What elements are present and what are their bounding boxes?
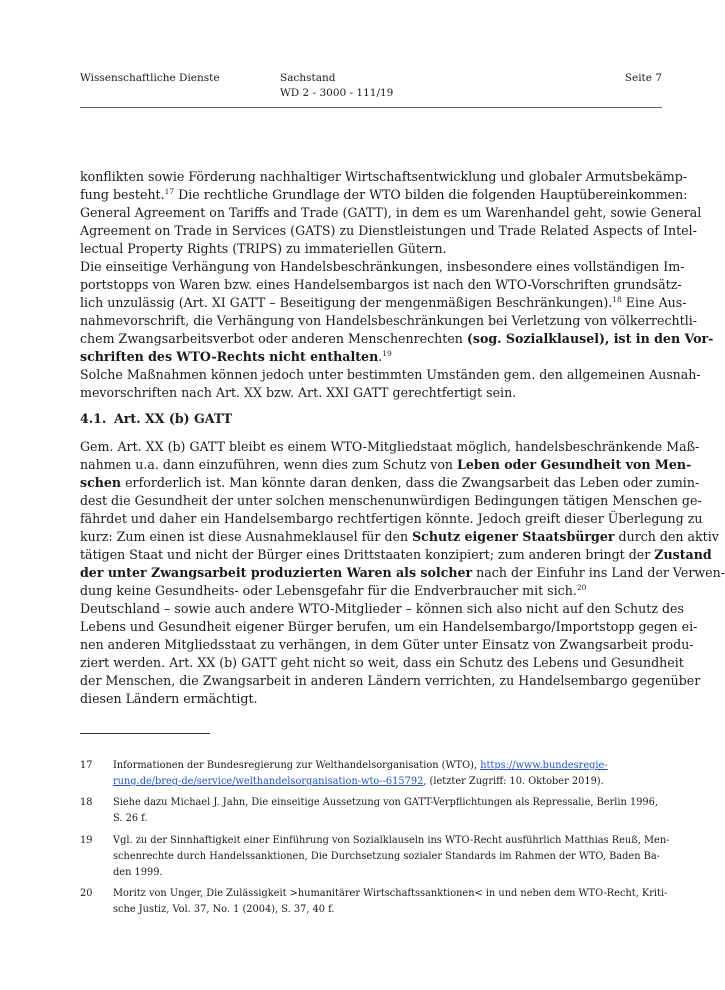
- text-line: General Agreement on Tariffs and Trade (GATT), in dem es um Warenhandel geht, sowie General: [80, 205, 702, 220]
- header-divider: [80, 107, 662, 108]
- text-line: Die einseitige Verhängung von Handelsbeschränkungen, insbesondere eines vollständigen Im-: [80, 259, 685, 274]
- footnote-number: 19: [80, 835, 93, 846]
- paragraph-conclusion: [80, 600, 701, 708]
- text-line: den 1999.: [113, 867, 163, 878]
- bold-emphasis: der unter Zwangsarbeit produzierten Waren als solcher: [80, 565, 473, 580]
- header-organization: Wissenschaftliche Dienste: [80, 72, 220, 84]
- text-line: dest die Gesundheit der unter solchen menschenunwürdigen Bedingungen tätigen Menschen ge-: [80, 493, 702, 508]
- text-line: der Menschen, die Zwangsarbeit in anderen Ländern verrichten, zu Handelsembargo gegenüber: [80, 673, 701, 688]
- header-document-info: [280, 71, 393, 101]
- header-doc-number: WD 2 - 3000 - 111/19: [280, 87, 394, 99]
- text-line: Gem. Art. XX (b) GATT bleibt es einem WTO-Mitgliedstaat möglich, handelsbeschränkende Maß-: [80, 439, 700, 454]
- bold-emphasis: Zustand: [654, 547, 712, 562]
- footnote-link[interactable]: https://www.bundesregie-: [480, 760, 608, 771]
- footnote-ref-20[interactable]: 20: [576, 583, 587, 592]
- text-line: sche Justiz, Vol. 37, No. 1 (2004), S. 37, 40 f.: [113, 904, 335, 915]
- footnote-ref-19[interactable]: 19: [382, 349, 392, 358]
- paragraph-art-xx-b: [80, 438, 725, 600]
- footnote-number: 20: [80, 888, 93, 899]
- text-line: schen erforderlich ist. Man könnte daran denken, dass die Zwangsarbeit das Leben oder zumin-: [80, 475, 700, 490]
- header-page-number: Seite 7: [624, 72, 662, 84]
- text-line: diesen Ländern ermächtigt.: [80, 691, 258, 706]
- text-line: fung besteht.$^{17}$ Die rechtliche Grundlage der WTO bilden die folgenden Hauptübereinkommen:: [80, 187, 688, 202]
- text-line: der unter Zwangsarbeit produzierten Waren als solcher nach der Einfuhr ins Land der Verwen-: [80, 565, 725, 580]
- bold-emphasis: schriften des WTO-Rechts nicht enthalten: [80, 349, 379, 364]
- text-line: fährdet und daher ein Handelsembargo rechtfertigen könnte. Jedoch greift dieser Überlegung zu: [80, 511, 703, 526]
- footnote-number: 18: [80, 797, 93, 808]
- header-doc-type: Sachstand: [280, 72, 336, 84]
- paragraph-trade-restrictions: [80, 258, 714, 366]
- bold-emphasis: Leben oder Gesundheit von Men-: [457, 457, 692, 472]
- text-line: Lebens und Gesundheit eigener Bürger berufen, um ein Handelsembargo/Importstopp gegen ei-: [80, 619, 698, 634]
- text-line: konflikten sowie Förderung nachhaltiger Wirtschaftsentwicklung und globaler Armutsbekämp-: [80, 169, 688, 184]
- footnote-number: 17: [80, 760, 93, 771]
- text-line: portstopps von Waren bzw. eines Handelsembargos ist nach den WTO-Vorschriften grundsätz-: [80, 277, 682, 292]
- text-line: ziert werden. Art. XX (b) GATT geht nicht so weit, dass ein Schutz des Lebens und Gesundheit: [80, 655, 684, 670]
- bold-emphasis: schen: [80, 475, 122, 490]
- section-title: Art. XX (b) GATT: [114, 411, 233, 426]
- text-line: Moritz von Unger, Die Zulässigkeit >humanitärer Wirtschaftssanktionen< in und neben dem WTO-Recht, Kriti-: [113, 888, 668, 899]
- text-line: nen anderen Mitgliedsstaat zu verhängen, in dem Güter unter Einsatz von Zwangsarbeit produ-: [80, 637, 694, 652]
- footnote-divider: [80, 733, 210, 734]
- text-line: mevorschriften nach Art. XX bzw. Art. XXI GATT gerechtfertigt sein.: [80, 385, 517, 400]
- text-line: Deutschland – sowie auch andere WTO-Mitglieder – können sich also nicht auf den Schutz des: [80, 601, 684, 616]
- bold-emphasis: (sog. Sozialklausel), ist in den Vor-: [466, 331, 714, 346]
- text-line: dung keine Gesundheits- oder Lebensgefahr für die Endverbraucher mit sich.$^{20}$: [80, 583, 587, 598]
- text-line: chem Zwangsarbeitsverbot oder anderen Menschenrechten (sog. Sozialklausel), ist in den Vor-: [80, 331, 714, 346]
- text-line: rung.de/breg-de/service/welthandelsorganisation-wto--615792, (letzter Zugriff: 10. Oktober 2019).: [113, 776, 604, 787]
- section-heading: [80, 410, 232, 428]
- text-line: Solche Maßnahmen können jedoch unter bestimmten Umständen gem. den allgemeinen Ausnah-: [80, 367, 701, 382]
- text-line: Siehe dazu Michael J. Jahn, Die einseitige Aussetzung von GATT-Verpflichtungen als Repressalie, Berlin 1996,: [113, 797, 659, 808]
- text-line: nahmevorschrift, die Verhängung von Handelsbeschränkungen bei Verletzung von völkerrechtli-: [80, 313, 698, 328]
- paragraph-exceptions: [80, 366, 701, 402]
- text-line: schenrechte durch Handelssanktionen, Die Durchsetzung sozialer Standards im Rahmen der WTO, Baden Ba-: [113, 851, 660, 862]
- paragraph-wto-agreements: [80, 168, 702, 258]
- text-line: S. 26 f.: [113, 813, 148, 824]
- text-line: tätigen Staat und nicht der Bürger eines Drittstaaten konzipiert; zum anderen bringt der Zustand: [80, 547, 712, 562]
- footnote-ref-17[interactable]: 17: [164, 187, 175, 196]
- footnote-link[interactable]: rung.de/breg-de/service/welthandelsorganisation-wto--615792: [113, 776, 424, 787]
- footnote-ref-18[interactable]: 18: [612, 295, 622, 304]
- text-line: Vgl. zu der Sinnhaftigkeit einer Einführung von Sozialklauseln ins WTO-Recht ausführlich Matthias Reuß, Men-: [113, 835, 670, 846]
- text-line: kurz: Zum einen ist diese Ausnahmeklausel für den Schutz eigener Staatsbürger durch den aktiv: [80, 529, 719, 544]
- section-number: 4.1.: [80, 411, 107, 426]
- bold-emphasis: Schutz eigener Staatsbürger: [412, 529, 615, 544]
- text-line: schriften des WTO-Rechts nicht enthalten.$^{19}$: [80, 349, 392, 364]
- text-line: lectual Property Rights (TRIPS) zu immateriellen Gütern.: [80, 241, 447, 256]
- text-line: Informationen der Bundesregierung zur Welthandelsorganisation (WTO), https://www.bundesregie-: [113, 760, 608, 771]
- text-line: nahmen u.a. dann einzuführen, wenn dies zum Schutz von Leben oder Gesundheit von Men-: [80, 457, 692, 472]
- text-line: Agreement on Trade in Services (GATS) zu Dienstleistungen und Trade Related Aspects of Intel-: [80, 223, 697, 238]
- text-line: lich unzulässig (Art. XI GATT – Beseitigung der mengenmäßigen Beschränkungen).$^{18}$ Eine Aus-: [80, 295, 687, 310]
